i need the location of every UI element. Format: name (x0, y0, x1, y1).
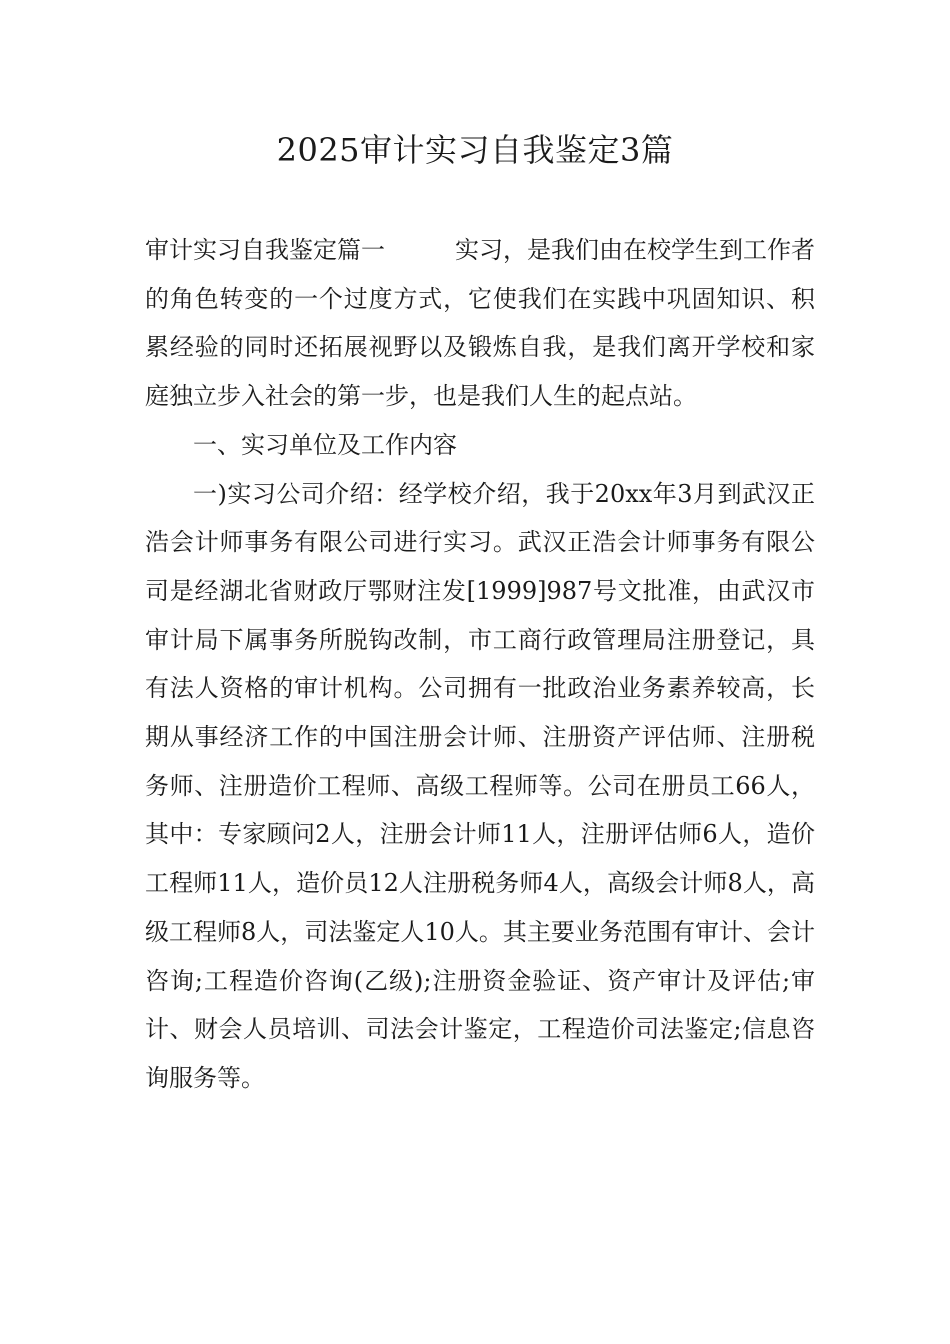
document-title: 2025审计实习自我鉴定3篇 (276, 131, 674, 169)
paragraph-intro (145, 226, 815, 421)
document-body (145, 226, 815, 1103)
paragraph-company-intro: 一)实习公司介绍：经学校介绍，我于20xx年3月到武汉正浩会计师事务有限公司进行实习。武汉正浩会计师事务有限公司是经湖北省财政厅鄂财注发[1999]987号文批准，由武汉市审计局下属事务所脱钩改制，市工商行政管理局注册登记，具有法人资格的审计机构。公司拥有一批政治业务素养较高，长期从事经济工作的中国注册会计师、注册资产评估师、注册税务师、注册造价工程师、高级工程师等。公司在册员工66人，其中：专家顾问2人，注册会计师11人，注册评估师6人，造价工程师11人，造价员12人注册税务师4人，高级会计师8人，高级工程师8人，司法鉴定人10人。其主要业务范围有审计、会计咨询;工程造价咨询(乙级);注册资金验证、资产审计及评估;审计、财会人员培训、司法会计鉴定，工程造价司法鉴定;信息咨询服务等。 (145, 479, 815, 1092)
paragraph-intro-text: 实习，是我们由在校学生到工作者的角色转变的一个过度方式，它使我们在实践中巩固知识、积累经验的同时还拓展视野以及锻炼自我，是我们离开学校和家庭独立步入社会的第一步，也是我们人生的起点站。 (145, 236, 815, 411)
section-heading-part-one: 审计实习自我鉴定篇一 (145, 236, 385, 264)
section-heading-work-unit: 一、实习单位及工作内容 (193, 430, 457, 459)
